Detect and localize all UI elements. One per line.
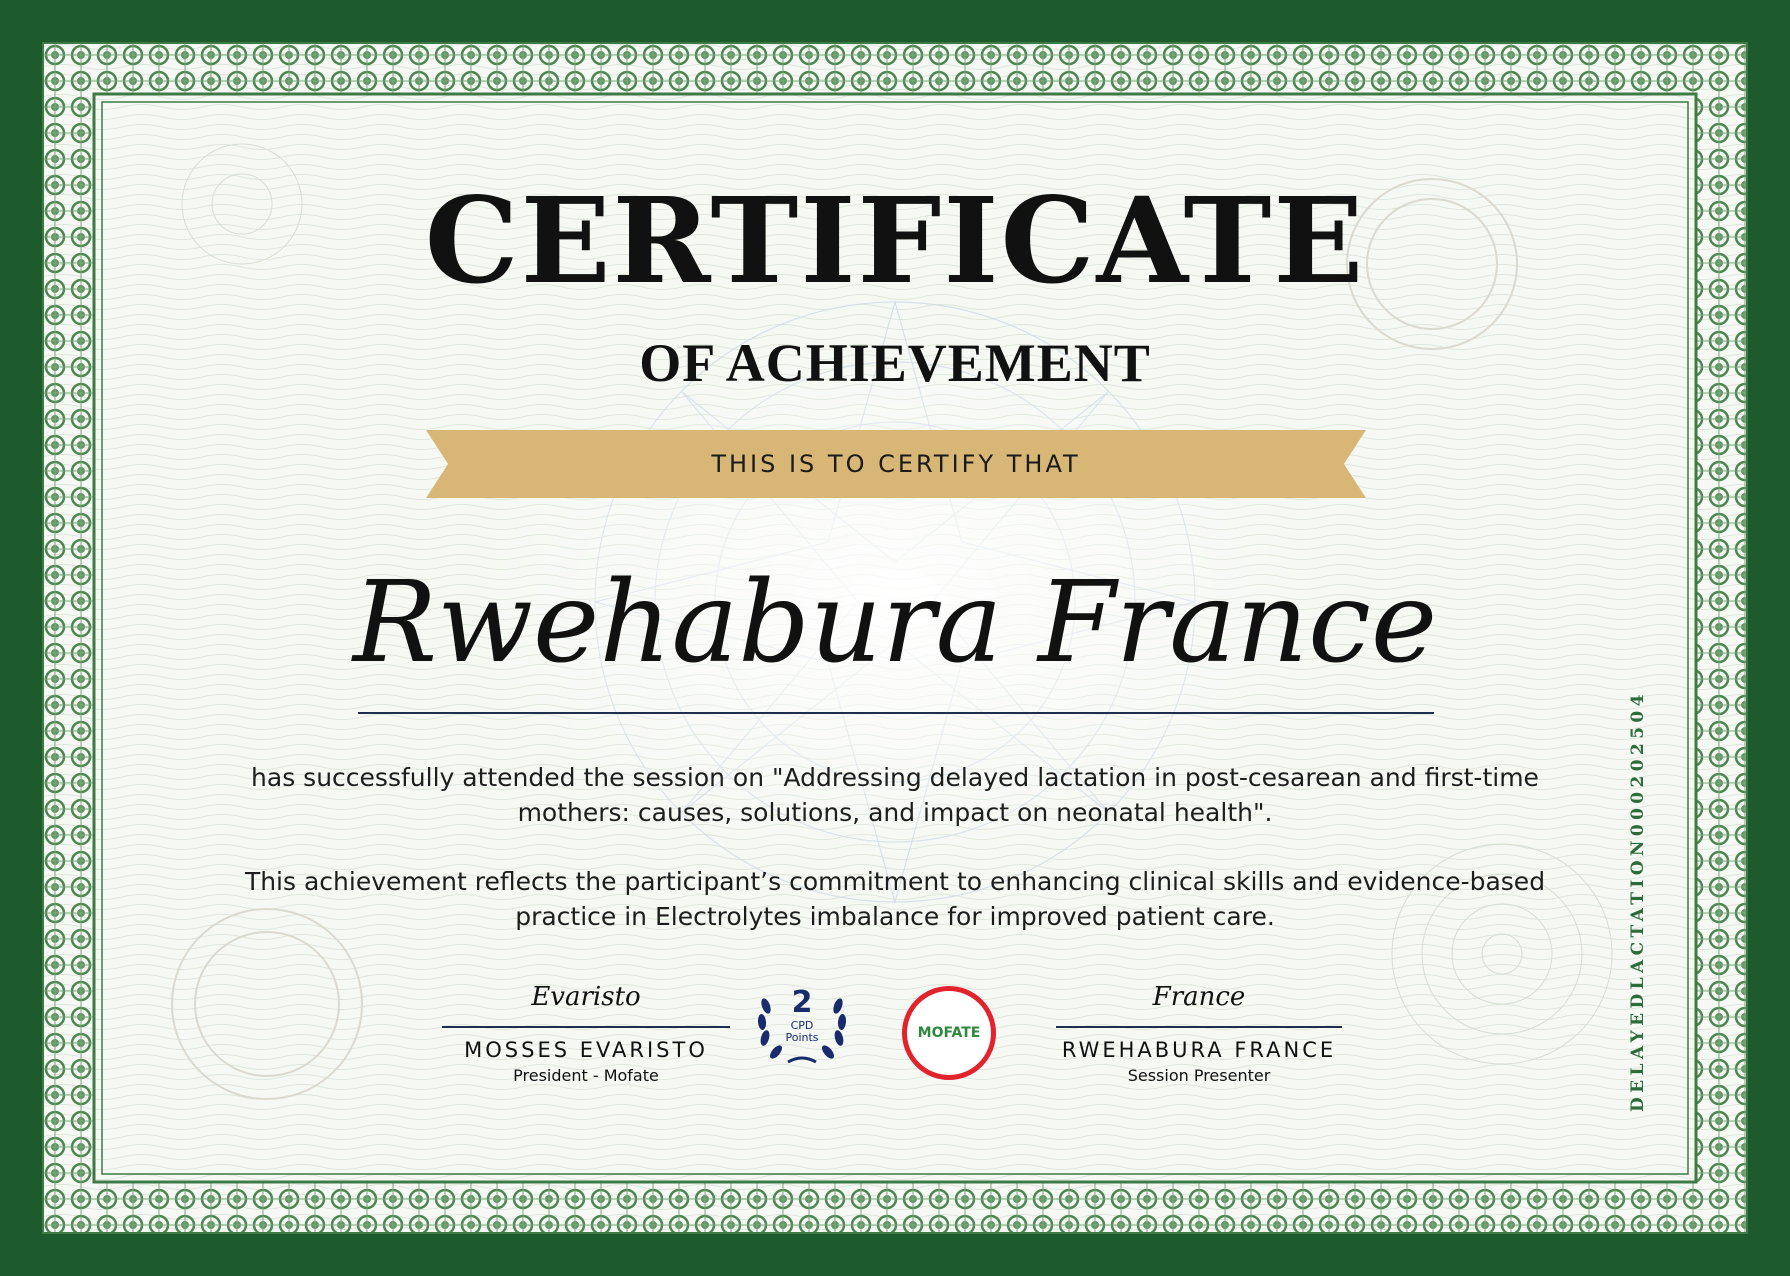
signature-block-left bbox=[442, 970, 730, 1085]
signature-block-right bbox=[1056, 970, 1342, 1085]
cpd-label: CPD bbox=[790, 1019, 814, 1032]
name-underline bbox=[358, 712, 1434, 714]
certificate-subtitle: OF ACHIEVEMENT bbox=[639, 333, 1151, 393]
cpd-points-label: Points bbox=[785, 1031, 819, 1044]
serial-number: DELAYEDLACTATION000202504 bbox=[1628, 690, 1648, 1112]
cpd-points-number: 2 bbox=[791, 985, 813, 1020]
signatory-role-left: President - Mofate bbox=[513, 1066, 659, 1085]
signature-right: France bbox=[1152, 982, 1246, 1012]
signatory-role-right: Session Presenter bbox=[1127, 1066, 1271, 1085]
body-paragraph-2: This achievement reflects the participant’s commitment to enhancing clinical skills and evidence-based practice in Electrolytes imbalance for improved patient care. bbox=[244, 867, 1546, 931]
signatory-name-right: RWEHABURA FRANCE bbox=[1061, 1038, 1337, 1062]
signature-line-left bbox=[442, 1026, 730, 1028]
signatory-name-left: MOSSES EVARISTO bbox=[464, 1038, 708, 1062]
signature-line-right bbox=[1056, 1026, 1342, 1028]
signature-left: Evaristo bbox=[531, 982, 641, 1012]
ribbon-text: THIS IS TO CERTIFY THAT bbox=[711, 450, 1081, 478]
recipient-name: Rwehabura France bbox=[352, 558, 1438, 688]
certificate-sheet bbox=[42, 42, 1748, 1234]
mofate-logo-text: MOFATE bbox=[917, 1025, 981, 1041]
body-paragraph-1: has successfully attended the session on "Addressing delayed lactation in post-cesarean and first-time mothers: causes, solutions, and impact on neonatal health". bbox=[251, 763, 1539, 827]
certificate-title: CERTIFICATE bbox=[424, 171, 1366, 310]
